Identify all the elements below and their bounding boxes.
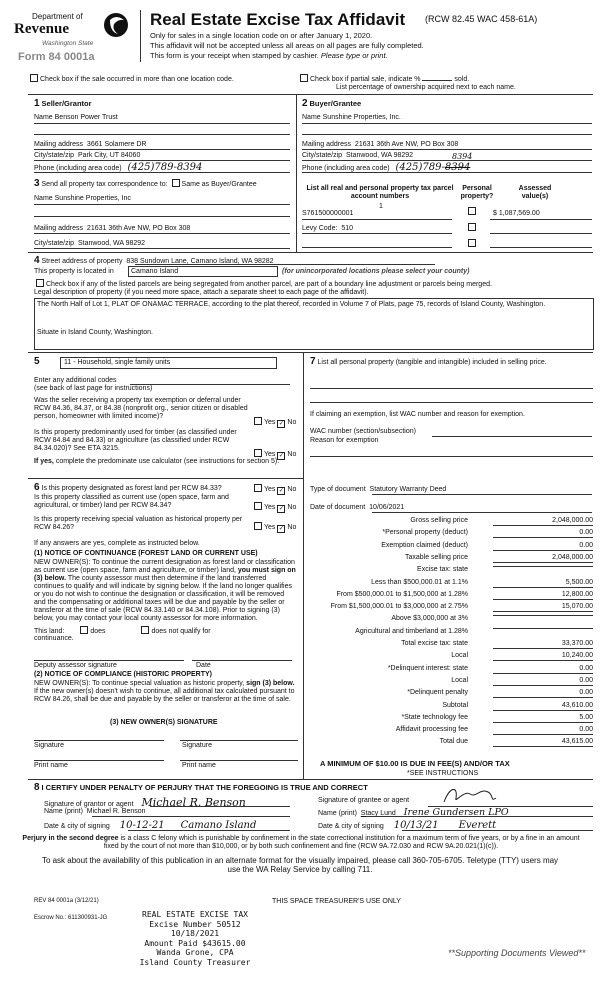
section5-number: 5 [34, 356, 40, 367]
fee-value[interactable]: 12,800.00 [493, 591, 593, 600]
minimum-fee-notice: A MINIMUM OF $10.00 IS DUE IN FEE(S) AND/OR TAX [320, 759, 510, 768]
owner-signature-2[interactable]: Signature [182, 742, 212, 749]
buyer-phone-correction: 8394 [452, 152, 473, 161]
doc-type-field[interactable]: Type of document Statutory Warranty Deed [310, 486, 447, 493]
fee-value[interactable]: 10,240.00 [493, 652, 593, 661]
notice3-title: (3) NEW OWNER(S) SIGNATURE [110, 719, 218, 726]
correspondence-mail-field[interactable]: Mailing address 21631 36th Ave NW, PO Box 308 [34, 225, 191, 232]
if-any-note: If any answers are yes, complete as instructed below. [34, 540, 200, 547]
timber-question: Is this property predominantly used for timber (as classified under RCW 84.84 and 84.33) or agriculture (as classified under RCW 84.34.020)? See ETA 3215. [34, 429, 237, 453]
buyer-mail-field[interactable]: Mailing address 21631 36th Ave NW, PO Box 308 [302, 141, 459, 148]
perjury-notice: Perjury in the second degree is a class C felony which is punishable by confinement in the state correctional institution for a maximum term of five years, or by a fine in an amount fixed by the court of not more than $10,000, or by both such confinement and fine (RCW 9A.72.030 and RCW 9A.20.021(1)(c)). [22, 835, 580, 851]
fee-row [310, 517, 593, 528]
fee-value[interactable]: 43,615.00 [493, 738, 593, 747]
assessed-col-header: Assessed value(s) [518, 185, 552, 201]
notice2-title: (2) NOTICE OF COMPLIANCE (HISTORIC PROPERTY) [34, 671, 212, 678]
dept-line2: Revenue [14, 21, 69, 37]
fee-row [310, 579, 593, 590]
personal-col-header: Personal property? [460, 185, 494, 201]
buyer-phone-value: (425)789- [395, 162, 445, 173]
fee-row [310, 542, 593, 553]
this-land-row[interactable]: This land: does does not qualify for [34, 628, 211, 635]
grantor-signature-field[interactable]: Signature of grantor or agent Michael R. Benson [44, 796, 246, 809]
deputy-date-label: Date [196, 662, 211, 669]
partial-list-note: List percentage of ownership acquired next to each name. [336, 84, 516, 91]
grantee-name-field[interactable]: Name (print) Stacy Lund Irene Gundersen LPO [318, 807, 509, 818]
fee-row [310, 529, 593, 540]
fee-row [310, 726, 593, 737]
fee-row [310, 689, 593, 700]
fee-value[interactable]: 0.00 [493, 529, 593, 538]
fee-value[interactable]: 2,048,000.00 [493, 554, 593, 563]
fee-row [310, 615, 593, 626]
buyer-heading: 2 Buyer/Grantee [302, 98, 362, 109]
seller-name-field[interactable]: Name Benson Power Trust [34, 114, 118, 121]
certify-heading: 8 I CERTIFY UNDER PENALTY OF PERJURY THAT THE FOREGOING IS TRUE AND CORRECT [34, 782, 368, 793]
fee-value[interactable]: 5,500.00 [493, 579, 593, 588]
fee-label: Less than $500,000.01 at 1.1% [371, 578, 468, 586]
fee-label: Local [451, 676, 468, 684]
current-use-question: Is this property classified as current use (open space, farm and agricultural, or timber) land per RCW 84.34? [34, 494, 229, 510]
grantee-signature-icon [440, 784, 500, 806]
fee-value[interactable]: 0.00 [493, 726, 593, 735]
fee-value[interactable]: 5.00 [493, 714, 593, 723]
seller-phone-value: (425)789-8394 [127, 162, 203, 173]
notice1-text: NEW OWNER(S): To continue the current designation as forest land or classification as current use (open space, farm and agriculture, or timber) land, you must sign on (3) below. The county assessor must then determine if the land transferred continues to qualify and will indicate by signing below. If the land no longer qualifies or you do not wish to continue the designation or classification, it will be removed and the compensating or additional taxes will be due and payable by the seller or transferor at the time of sale (RCW 84.33.140 or 84.34.108). Prior to signing (3) below, you may contact your local county assessor for more information. [34, 559, 296, 623]
fee-value[interactable]: 0.00 [493, 677, 593, 686]
additional-codes-label: Enter any additional codes (see back of last page for instructions) [34, 377, 153, 393]
fee-value[interactable] [493, 566, 593, 567]
owner-print-name-1[interactable]: Print name [34, 762, 68, 769]
fee-value[interactable]: 15,070.00 [493, 603, 593, 612]
header-sub3: This form is your receipt when stamped by cashier. Please type or print. [150, 51, 388, 60]
parcel-number[interactable]: S761500000001 [302, 210, 354, 217]
owner-signature-1[interactable]: Signature [34, 742, 64, 749]
fee-row [310, 591, 593, 602]
alternate-format-notice: To ask about the availability of this publication in an alternate format for the visually impaired, please call 360-705-6705. Teletype (TTY) users may use the WA Relay Service by calling 711. [41, 856, 559, 875]
treasurer-use-label: THIS SPACE TREASURER'S USE ONLY [272, 898, 401, 905]
dept-line3: Washington State [42, 40, 94, 47]
correspondence-city-field[interactable]: City/state/zip Stanwood, WA 98292 [34, 240, 146, 247]
same-as-buyer-checkbox[interactable] [172, 179, 180, 187]
fee-row [310, 702, 593, 713]
fee-label: Excise tax: state [417, 566, 468, 574]
grantee-date-field[interactable]: Date & city of signing 10/13/21 Everett [318, 820, 497, 831]
fee-label: *Personal property (deduct) [382, 529, 468, 537]
fee-label: *Delinquent penalty [407, 689, 468, 697]
deputy-signature-label: Deputy assessor signature [34, 662, 117, 669]
notice2-text: NEW OWNER(S): To continue special valuation as historic property, sign (3) below. If the new owner(s) doesn't wish to continue, all additional tax calculated pursuant to RCW 84.26, shall be due and payable by the seller or transferor at the time of sale. [34, 680, 295, 704]
fee-label: From $500,000.01 to $1,500,000 at 1.28% [336, 590, 468, 598]
grantor-date-field[interactable]: Date & city of signing 10-12-21 Camano Island [44, 820, 257, 831]
seller-mail-field[interactable]: Mailing address 3661 Solamere DR [34, 141, 147, 148]
fee-label: Total excise tax: state [401, 640, 468, 647]
header-sub3-italic: Please type or print. [320, 51, 388, 60]
dept-line1: Department of [32, 12, 83, 21]
assessed-value[interactable]: $ 1,087,569.00 [493, 210, 540, 217]
revision-label: REV 84 0001a (3/12/21) [34, 898, 99, 904]
fee-row [310, 566, 593, 577]
multi-location-check[interactable]: Check box if the sale occurred in more than one location code. [28, 74, 234, 84]
legal-label: Legal description of property (if you need more space, attach a separate sheet to each page of the affidavit). [34, 289, 369, 296]
fee-value[interactable] [493, 628, 593, 629]
form-number: Form 84 0001a [18, 51, 95, 63]
fee-label: Gross selling price [410, 517, 468, 524]
fee-value[interactable]: 2,048,000.00 [493, 517, 593, 526]
fee-label: Affidavit processing fee [395, 726, 468, 734]
buyer-phone-struck: 8394 [444, 162, 471, 173]
fee-value[interactable]: 0.00 [493, 665, 593, 674]
fee-row [310, 554, 593, 565]
land-use-select[interactable]: 11 - Household, single family units [60, 357, 277, 369]
fee-label: Agricultural and timberland at 1.28% [355, 627, 468, 635]
header-sub2: This affidavit will not be accepted unless all areas on all pages are fully completed. [150, 41, 424, 50]
levy-code-field[interactable]: Levy Code: 510 [302, 225, 353, 232]
doc-date-field[interactable]: Date of document 10/06/2021 [310, 504, 405, 511]
form-citation: (RCW 82.45 WAC 458-61A) [425, 14, 538, 24]
notice1-title: (1) NOTICE OF CONTINUANCE (FOREST LAND OR CURRENT USE) [34, 550, 258, 557]
fee-row [310, 603, 593, 614]
seller-heading: 1 Seller/Grantor [34, 98, 92, 109]
form-title: Real Estate Excise Tax Affidavit [150, 10, 406, 29]
fee-row [310, 640, 593, 651]
exempt-answer[interactable]: Yes ✓ No [252, 417, 296, 428]
property-street-field[interactable]: 4 Street address of property 838 Sundown Lane, Camano Island, WA 98282 [34, 255, 274, 266]
fee-label: *State technology fee [401, 713, 468, 721]
fee-value[interactable]: 33,370.00 [493, 640, 593, 649]
historic-question: Is this property receiving special valuation as historical property per RCW 84.26? [34, 516, 243, 532]
grantor-signature: Michael R. Benson [141, 796, 246, 809]
property-location-label: This property is located in [34, 268, 114, 275]
owner-print-name-2[interactable]: Print name [182, 762, 216, 769]
supporting-documents-stamp: **Supporting Documents Viewed** [448, 948, 586, 958]
fee-value[interactable]: 43,610.00 [493, 702, 593, 711]
fee-value[interactable] [493, 615, 593, 616]
fee-value[interactable]: 0.00 [493, 542, 593, 551]
seller-city-field[interactable]: City/state/zip Park City, UT 84060 [34, 152, 141, 159]
fee-value[interactable]: 0.00 [493, 689, 593, 698]
personal-property-checkbox-2[interactable] [468, 223, 476, 231]
property-location-select[interactable]: Camano Island [128, 266, 278, 277]
timber-answer[interactable]: Yes ✓ No [252, 449, 296, 460]
fee-label: Subtotal [442, 701, 468, 709]
buyer-city-field[interactable]: City/state/zip Stanwood, WA 98292 [302, 152, 414, 159]
header-sub1: Only for sales in a single location code on or after January 1, 2020. [150, 31, 373, 40]
fee-row [310, 738, 593, 749]
washington-logo-icon [102, 10, 130, 40]
wac-number-field[interactable]: WAC number (section/subsection) [310, 428, 416, 435]
parcel-col-header: List all real and personal property tax parcel account numbers [306, 185, 454, 201]
correspondence-heading: 3 Send all property tax correspondence to: Same as Buyer/Grantee [34, 178, 257, 189]
parcel-mark: 1 [379, 203, 383, 210]
legal-description-box[interactable]: The North Half of Lot 1, PLAT OF ONAMAC TERRACE, according to the plat thereof, recorded in Volume 7 of Plats, page 75, records of Island County, Washington. Situate in Island County, Washington. [34, 298, 594, 350]
correspondence-name-field[interactable]: Name Sunshine Properties, Inc [34, 195, 131, 202]
partial-sale-check[interactable]: Check box if partial sale, indicate % sold. [298, 74, 469, 84]
fee-label: Total due [439, 738, 468, 746]
personal-property-checkbox-3[interactable] [468, 239, 476, 247]
continuance-label: continuance. [34, 635, 74, 642]
fee-label: Above $3,000,000 at 3% [391, 615, 468, 623]
personal-property-checkbox-1[interactable] [468, 207, 476, 215]
fee-row [310, 652, 593, 663]
fee-row [310, 677, 593, 688]
property-location-note: (for unincorporated locations please select your county) [282, 268, 470, 275]
exempt-question: Was the seller receiving a property tax exemption or deferral under RCW 84.36, 84.37, or 84.38 (nonprofit org., senior citizen or disabled person, homeowner with limited income)? [34, 397, 248, 421]
exempt-wac-label: If claiming an exemption, list WAC number and reason for exemption. [310, 411, 525, 418]
section7-text: 7 List all personal property (tangible and intangible) included in selling price. [310, 356, 547, 367]
forest-question: 6 Is this property designated as forest land per RCW 84.33? [34, 482, 222, 493]
fee-row [310, 628, 593, 639]
fee-label: Exemption claimed (deduct) [381, 541, 468, 549]
fee-row [310, 714, 593, 725]
buyer-name-field[interactable]: Name Sunshine Properties, Inc. [302, 114, 401, 121]
fee-label: From $1,500,000.01 to $3,000,000 at 2.75% [330, 603, 468, 611]
forest-answer[interactable]: Yes ✓ No [252, 484, 296, 495]
grantee-signature-field[interactable]: Signature of grantee or agent [318, 797, 410, 804]
grantor-name-field[interactable]: Name (print) Michael R. Benson [44, 808, 146, 815]
fee-label: *Delinquent interest: state [387, 664, 468, 672]
boundary-check[interactable]: Check box if any of the listed parcels are being segregated from another parcel, are part of a boundary line adjustment or parcels being merged. [34, 279, 492, 289]
escrow-number: Escrow No.: 611300931-JG [34, 915, 108, 921]
current-use-answer[interactable]: Yes ✓ No [252, 502, 296, 513]
fee-label: Local [451, 652, 468, 660]
seller-phone-field[interactable]: Phone (including area code) (425)789-8394 [34, 162, 203, 173]
fee-row [310, 665, 593, 676]
fee-label: Taxable selling price [404, 553, 468, 561]
see-instructions: *SEE INSTRUCTIONS [407, 770, 479, 777]
historic-answer[interactable]: Yes ✓ No [252, 522, 296, 533]
treasurer-stamp: REAL ESTATE EXCISE TAX Excise Number 50512 10/18/2021 Amount Paid $43615.00 Wanda Grone, CPA Island County Treasurer [139, 910, 251, 967]
timber-note: If yes, complete the predominate use calculator (see instructions for section 5). [34, 458, 280, 465]
reason-label: Reason for exemption [310, 437, 379, 444]
buyer-phone-field[interactable]: Phone (including area code) (425)789-8394 [302, 162, 471, 173]
